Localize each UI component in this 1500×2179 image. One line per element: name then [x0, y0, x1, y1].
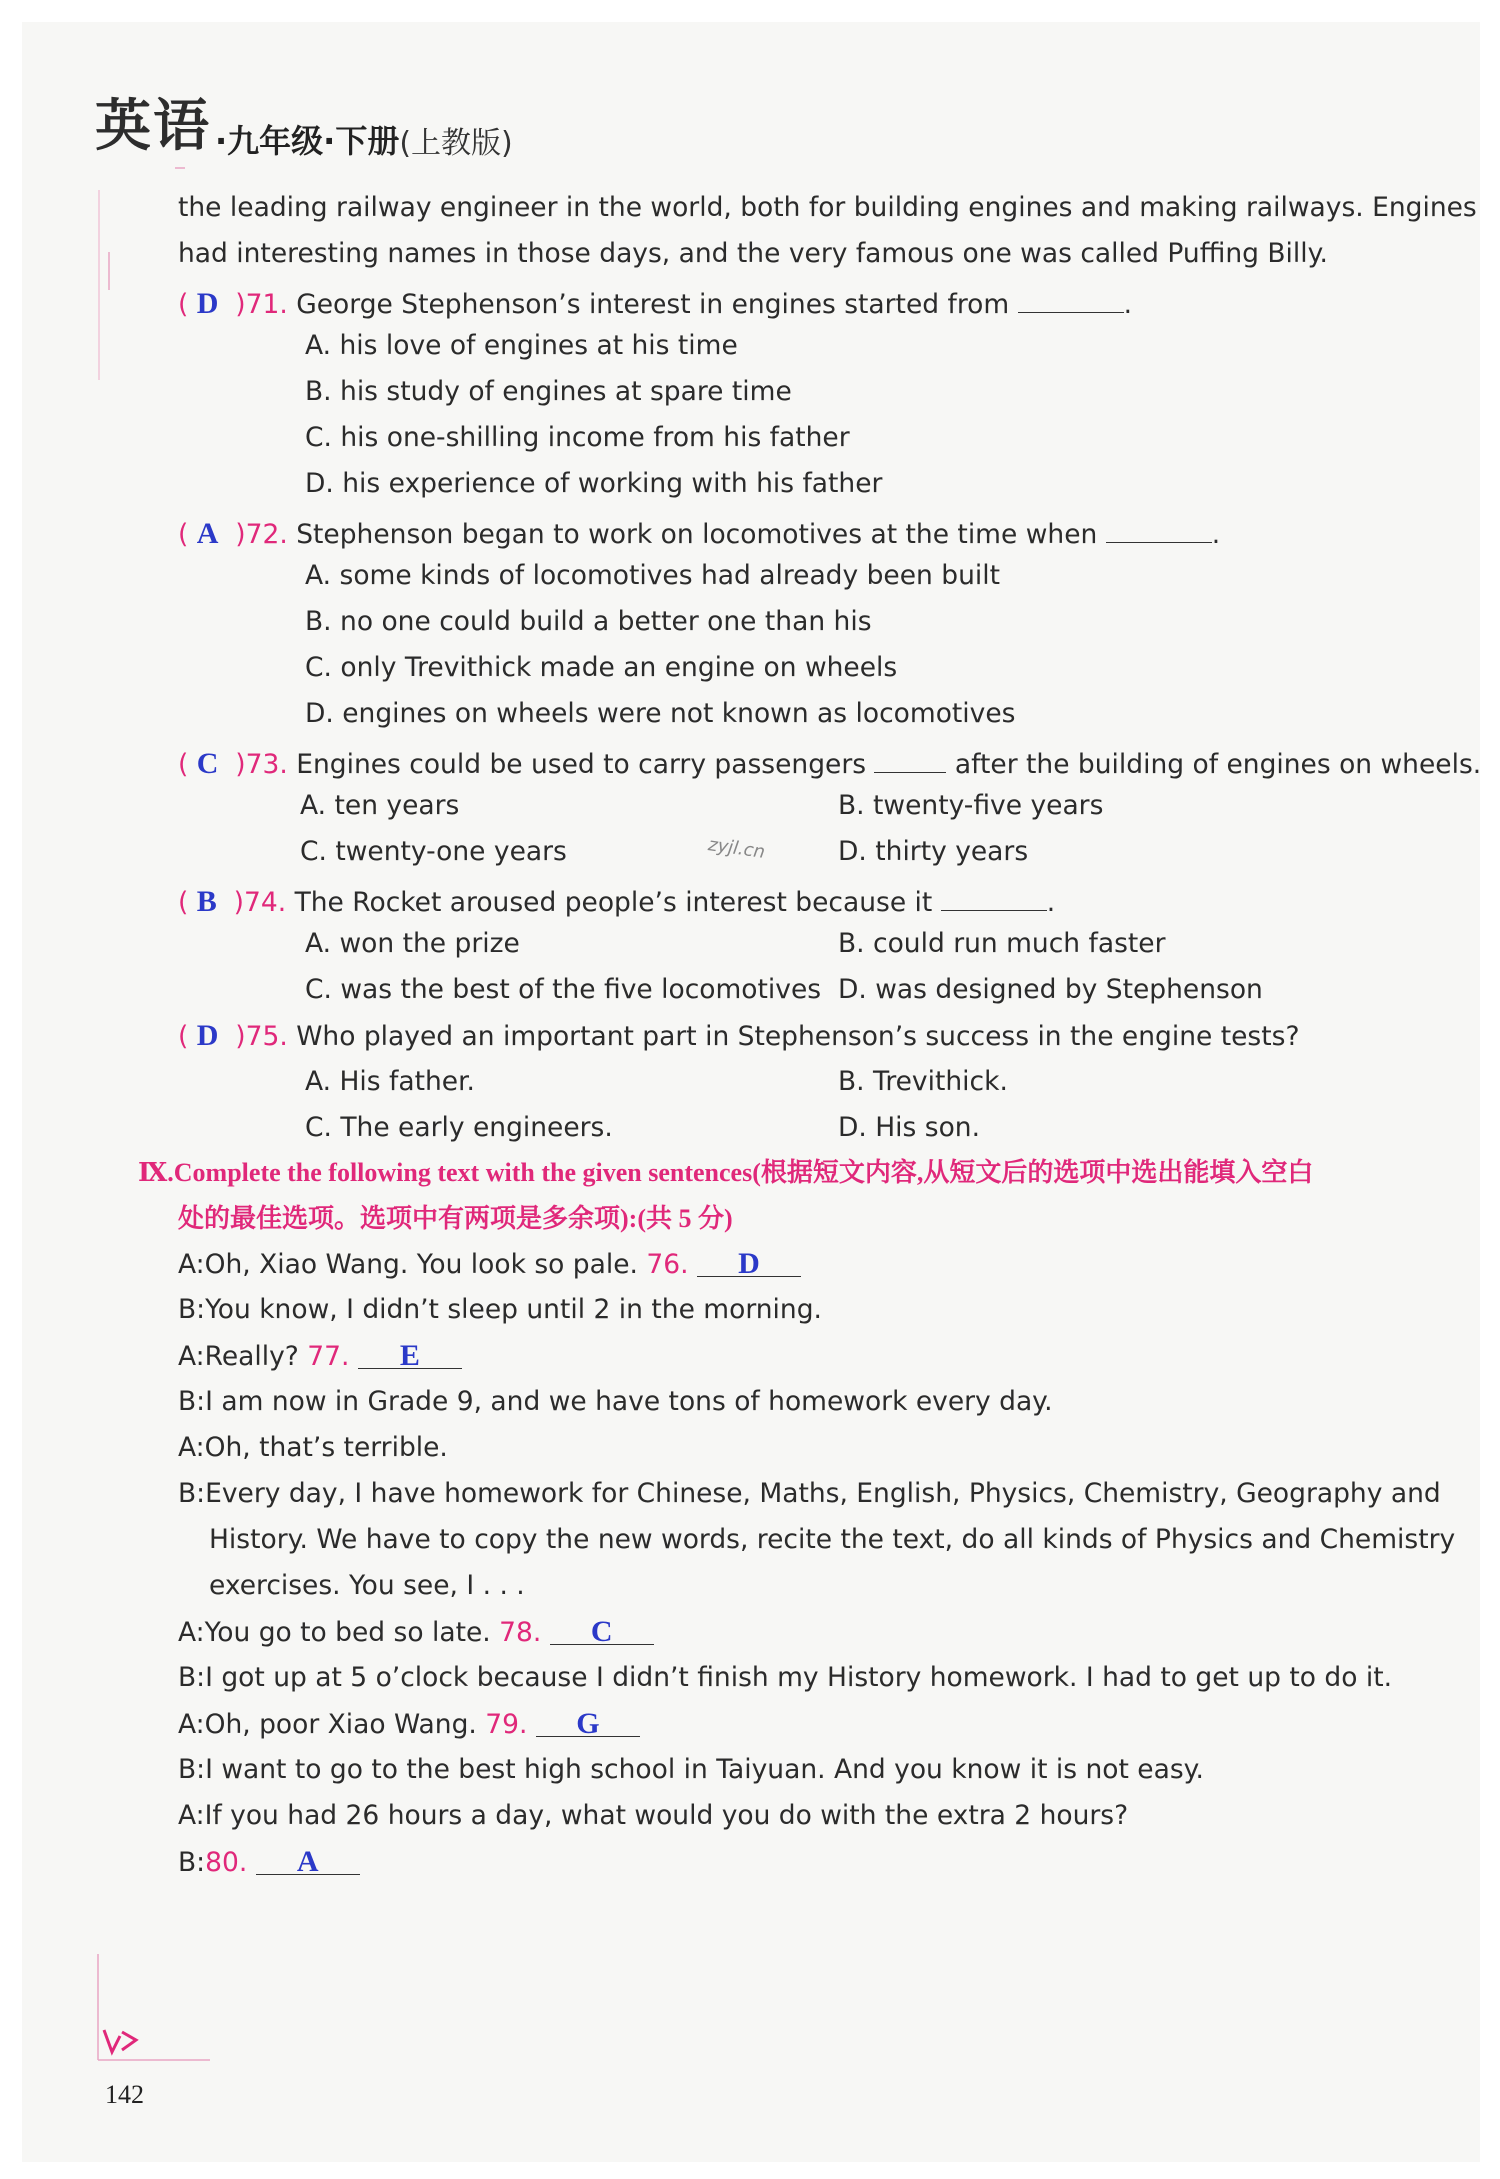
watermark: zyjl.cn — [706, 834, 767, 863]
passage-line-1: the leading railway engineer in the world, both for building engines and making railways. Engines — [178, 192, 1477, 223]
answer-71: D — [196, 287, 219, 320]
option-72-a: A. some kinds of locomotives had already been built — [305, 560, 1000, 591]
dialogue-line: History. We have to copy the new words, recite the text, do all kinds of Physics and Chemistry — [209, 1524, 1456, 1555]
option-73-b: B. twenty-five years — [838, 790, 1104, 821]
dialogue-line: A:Really? 77. E — [178, 1336, 462, 1377]
blank-76[interactable] — [697, 1244, 801, 1280]
dialogue-line: exercises. You see, I . . . — [209, 1570, 525, 1601]
option-72-c: C. only Trevithick made an engine on wheels — [305, 652, 898, 683]
blank-73[interactable] — [874, 740, 946, 773]
answer-77: E — [399, 1339, 420, 1372]
answer-78: C — [590, 1615, 613, 1648]
question-75: ( D )75. Who played an important part in Stephenson’s success in the engine tests? — [178, 1019, 1300, 1052]
dialogue-line: B:I am now in Grade 9, and we have tons of homework every day. — [178, 1386, 1053, 1417]
stem-73: Engines could be used to carry passengers — [296, 749, 867, 780]
option-71-d: D. his experience of working with his father — [305, 468, 883, 499]
dialogue-line: B:Every day, I have homework for Chinese, Maths, English, Physics, Chemistry, Geography and — [178, 1478, 1441, 1509]
passage-line-2: had interesting names in those days, and the very famous one was called Puffing Billy. — [178, 238, 1328, 269]
page-number: 142 — [105, 2080, 144, 2109]
answer-72: A — [196, 517, 219, 550]
option-73-d: D. thirty years — [838, 836, 1029, 867]
blank-74[interactable] — [941, 878, 1047, 911]
page-background — [22, 22, 1480, 2162]
option-75-a: A. His father. — [305, 1066, 475, 1097]
dialogue-line: A:Oh, Xiao Wang. You look so pale. 76. D — [178, 1244, 801, 1285]
stem-73-after: after the building of engines on wheels. — [954, 749, 1482, 780]
stem-72: Stephenson began to work on locomotives at the time when — [296, 519, 1098, 550]
stem-74: The Rocket aroused people’s interest because it — [294, 887, 933, 918]
dialogue-line: A:Oh, that’s terrible. — [178, 1432, 448, 1463]
answer-76: D — [738, 1247, 760, 1280]
option-74-a: A. won the prize — [305, 928, 520, 959]
dialogue-line: A:If you had 26 hours a day, what would you do with the extra 2 hours? — [178, 1800, 1129, 1831]
option-72-b: B. no one could build a better one than his — [305, 606, 872, 637]
stem-75: Who played an important part in Stephenson’s success in the engine tests? — [296, 1021, 1300, 1052]
question-72: ( A )72. Stephenson began to work on locomotives at the time when . — [178, 510, 1220, 555]
question-71: ( D )71. George Stephenson’s interest in engines started from . — [178, 280, 1132, 325]
dialogue-line: A:Oh, poor Xiao Wang. 79. G — [178, 1704, 640, 1745]
option-71-b: B. his study of engines at spare time — [305, 376, 792, 407]
option-71-c: C. his one-shilling income from his father — [305, 422, 850, 453]
answer-74: B — [196, 885, 217, 918]
header-grade: ·九年级·下册 — [215, 122, 400, 160]
option-74-b: B. could run much faster — [838, 928, 1166, 959]
dialogue-line: B:I want to go to the best high school in Taiyuan. And you know it is not easy. — [178, 1754, 1204, 1785]
question-73: ( C )73. Engines could be used to carry passengers after the building of engines on wheels. — [178, 740, 1481, 785]
option-73-c: C. twenty-one years — [300, 836, 567, 867]
blank-72[interactable] — [1106, 510, 1212, 543]
option-72-d: D. engines on wheels were not known as locomotives — [305, 698, 1016, 729]
answer-80: A — [296, 1845, 319, 1878]
option-74-c: C. was the best of the five locomotives — [305, 974, 822, 1005]
answer-73: C — [196, 747, 219, 780]
blank-78[interactable] — [550, 1612, 654, 1648]
header-edition: (上教版) — [399, 126, 513, 161]
blank-71[interactable] — [1018, 280, 1124, 313]
option-71-a: A. his love of engines at his time — [305, 330, 738, 361]
header-subject: 英语 — [95, 93, 211, 159]
option-75-c: C. The early engineers. — [305, 1112, 613, 1143]
option-73-a: A. ten years — [300, 790, 460, 821]
section-9-numeral: Ⅸ. — [138, 1158, 174, 1187]
dialogue-line: A:You go to bed so late. 78. C — [178, 1612, 654, 1653]
section-9-title-line-2: 处的最佳选项。选项中有两项是多余项):(共 5 分) — [178, 1204, 733, 1233]
answer-75: D — [196, 1019, 219, 1052]
section-9-title-line-1: Complete the following text with the given sentences(根据短文内容,从短文后的选项中选出能填入空白 — [173, 1158, 1314, 1187]
option-75-d: D. His son. — [838, 1112, 981, 1143]
question-74: ( B )74. The Rocket aroused people’s interest because it . — [178, 878, 1055, 923]
answer-79: G — [576, 1707, 600, 1740]
dialogue-line: B:I got up at 5 o’clock because I didn’t finish my History homework. I had to get up to do it. — [178, 1662, 1393, 1693]
blank-80[interactable] — [256, 1842, 360, 1878]
footer-decoration — [92, 1950, 222, 2070]
margin-decoration — [95, 160, 185, 390]
option-75-b: B. Trevithick. — [838, 1066, 1008, 1097]
page-header — [95, 92, 513, 162]
dialogue-line: B:You know, I didn’t sleep until 2 in the morning. — [178, 1294, 822, 1325]
section-9-title — [138, 1150, 1313, 1196]
dialogue-line: B:80. A — [178, 1842, 360, 1883]
blank-79[interactable] — [536, 1704, 640, 1740]
option-74-d: D. was designed by Stephenson — [838, 974, 1263, 1005]
blank-77[interactable] — [358, 1336, 462, 1372]
stem-71: George Stephenson’s interest in engines started from — [296, 289, 1010, 320]
